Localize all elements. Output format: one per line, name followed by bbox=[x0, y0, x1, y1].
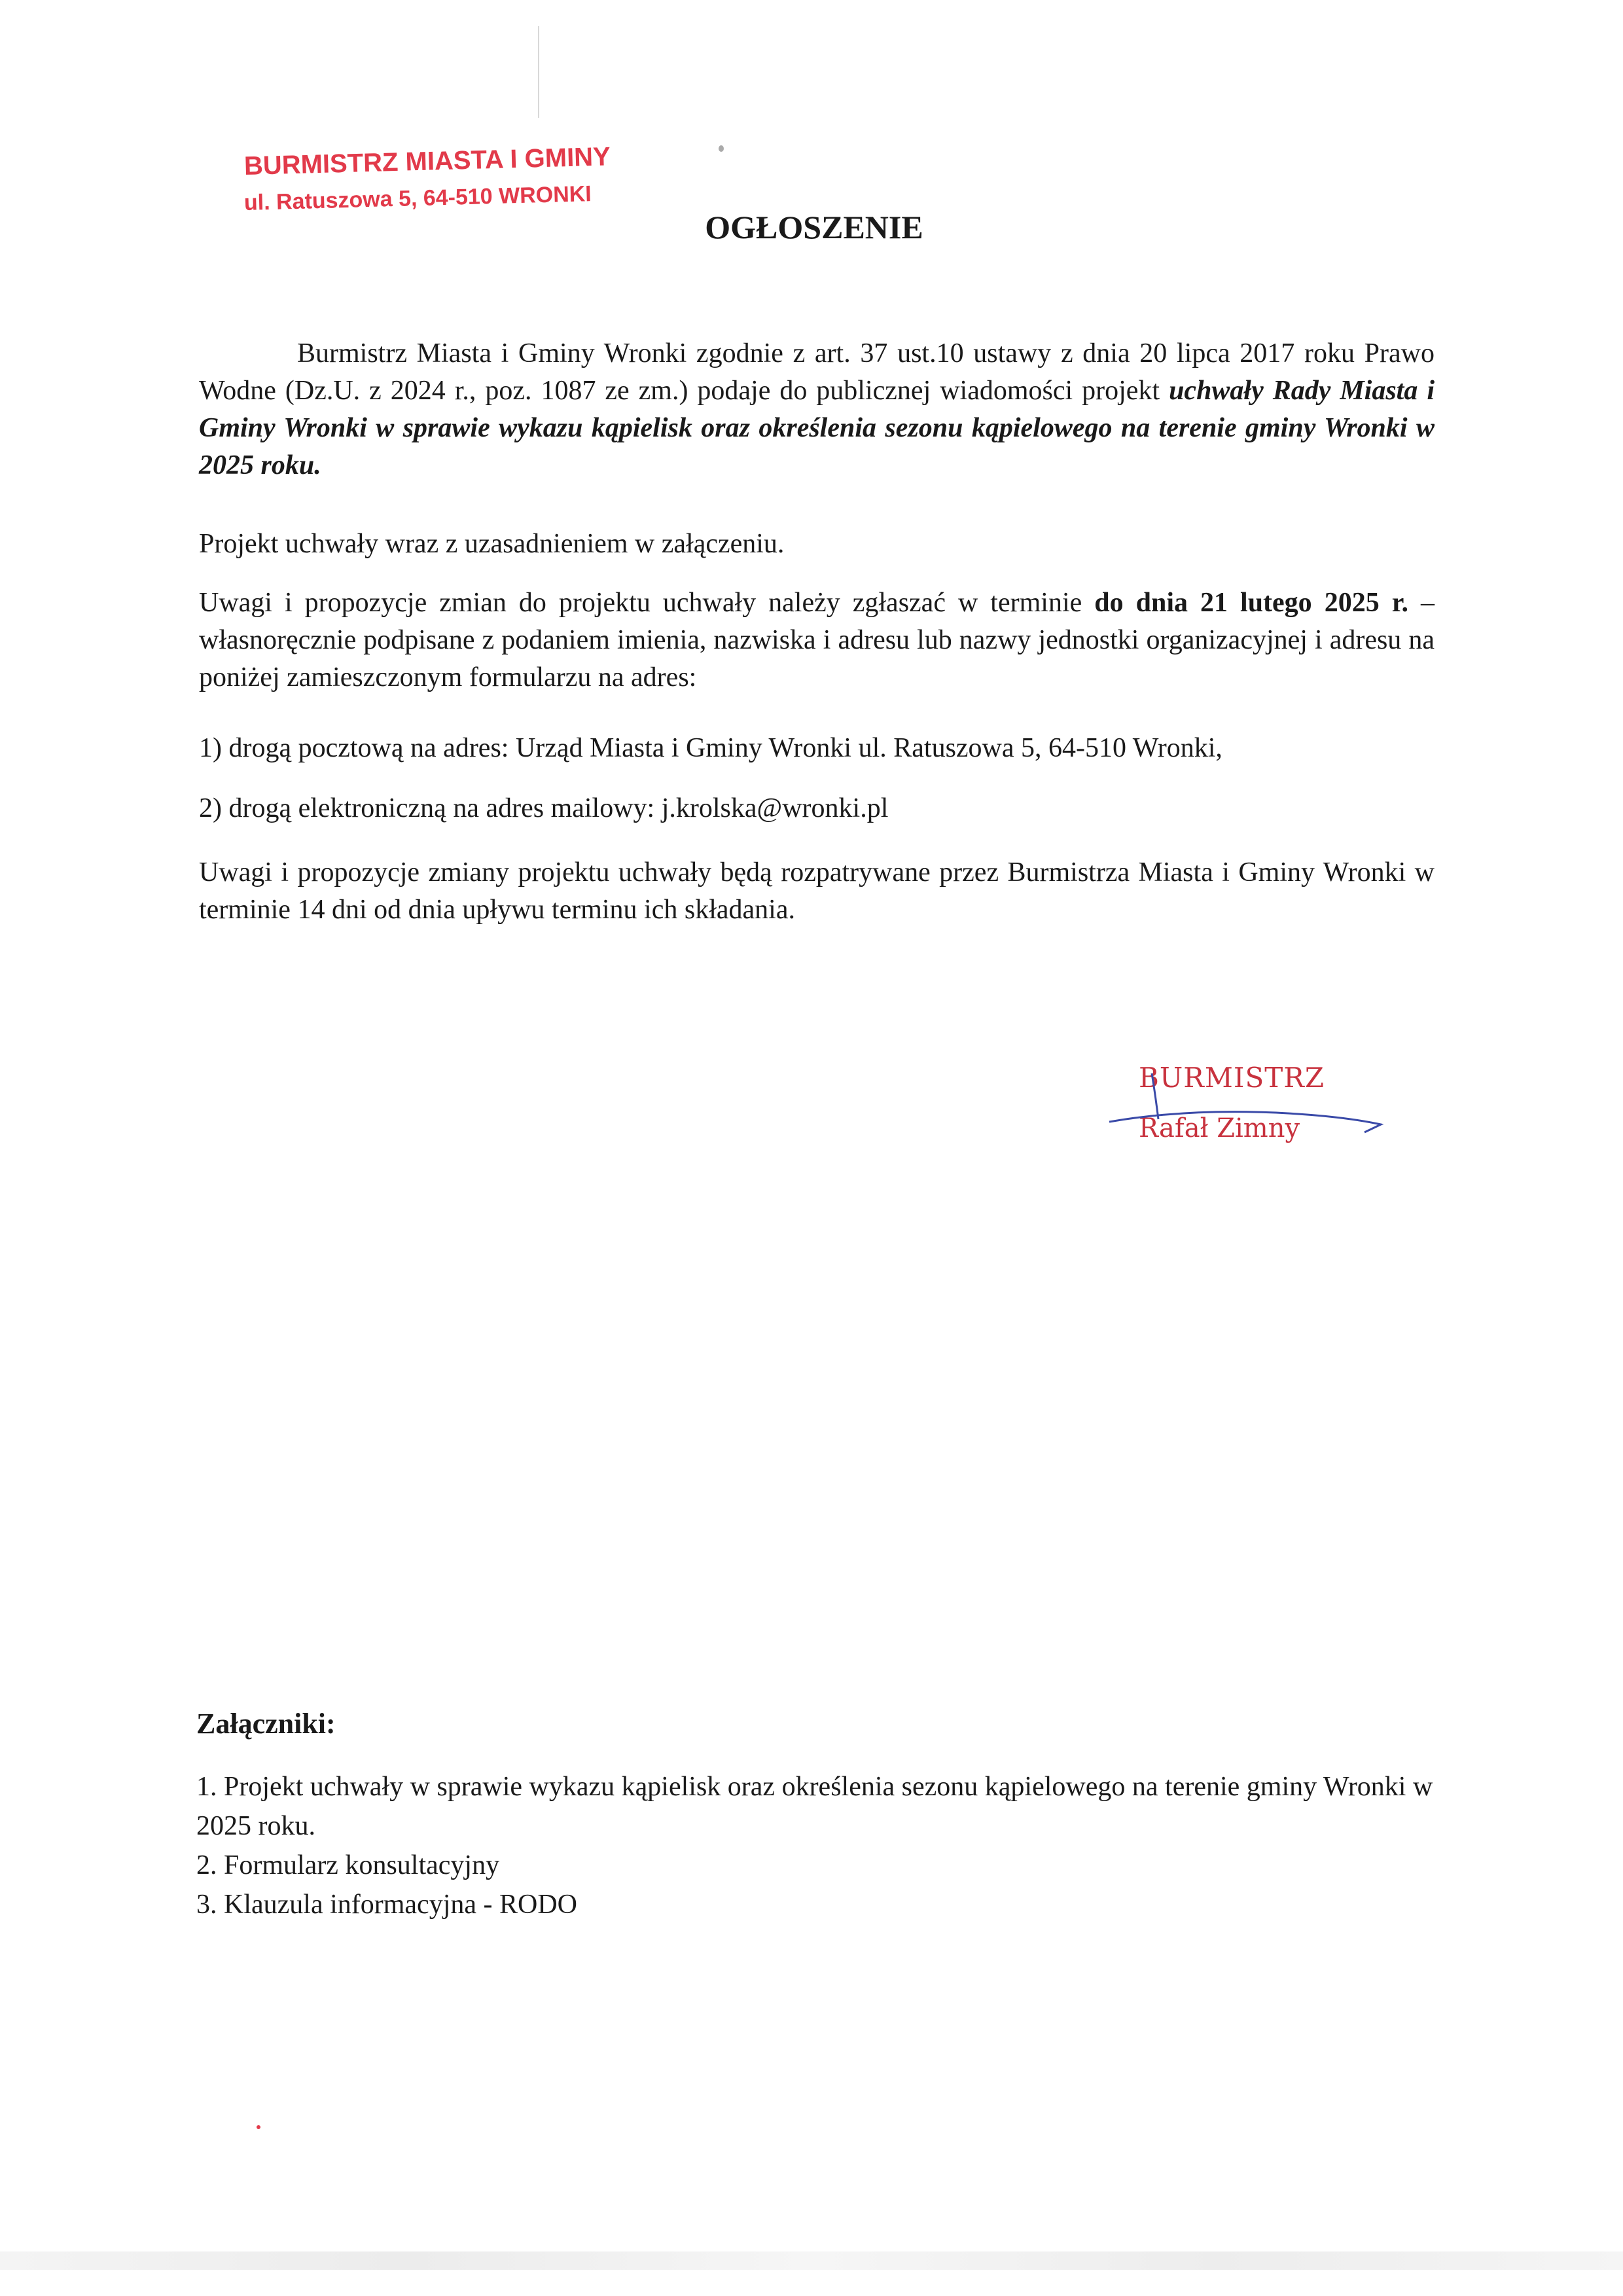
scan-artifact-dot bbox=[257, 2125, 260, 2129]
attachments-heading: Załączniki: bbox=[196, 1708, 336, 1740]
announcement-paragraph bbox=[199, 335, 1435, 484]
paragraph-intro-lead: Burmistrz Miasta i Gminy Wronki zgodnie z art. 37 ust.10 ustawy z dnia 20 lipca 2017 roku Prawo Wodne (Dz.U. z 2024 r., poz. 1087 ze zm.) podaje do publicznej wiadomości projekt bbox=[199, 338, 1435, 406]
handwritten-signature-stroke bbox=[1106, 1067, 1394, 1165]
paragraph-comments-rest: – własnoręcznie podpisane z podaniem imienia, nazwiska i adresu lub nazwy jednostki organizacyjnej i adresu na poniżej zamieszczonym formularzu na adres: bbox=[199, 588, 1435, 692]
email-address-item bbox=[199, 790, 1435, 827]
paragraph-comments bbox=[199, 584, 1435, 696]
paragraph-review: Uwagi i propozycje zmiany projektu uchwały będą rozpatrywane przez Burmistrza Miasta i Gminy Wronki w terminie 14 dni od dnia upływu terminu ich składania. bbox=[199, 857, 1435, 925]
document-title bbox=[0, 208, 1623, 246]
attachment-note bbox=[199, 526, 1435, 563]
paragraph-email: 2) drogą elektroniczną na adres mailowy: j.krolska@wronki.pl bbox=[199, 793, 889, 823]
scan-bottom-edge bbox=[0, 2251, 1623, 2270]
attachment-item: 1. Projekt uchwały w sprawie wykazu kąpielisk oraz określenia sezonu kąpielowego na terenie gminy Wronki w 2025 roku. bbox=[196, 1772, 1433, 1841]
postal-address-item bbox=[199, 730, 1435, 767]
paragraph-attachment-note: Projekt uchwały wraz z uzasadnieniem w załączeniu. bbox=[199, 529, 785, 559]
resolution-title: uchwały Rady Miasta i Gminy Wronki w sprawie wykazu kąpielisk oraz określenia sezonu kąpielowego na terenie gminy Wronki w 2025 roku. bbox=[199, 376, 1435, 480]
stamp-line-2: ul. Ratuszowa 5, 64-510 WRONKI bbox=[243, 181, 592, 215]
paragraph-comments-lead: Uwagi i propozycje zmian do projektu uchwały należy zgłaszać w terminie bbox=[199, 588, 1095, 618]
scan-artifact-dot bbox=[719, 145, 724, 152]
attachments-list bbox=[196, 1767, 1440, 1924]
signature-role: BURMISTRZ bbox=[1139, 1062, 1325, 1094]
review-paragraph bbox=[199, 854, 1435, 929]
attachment-item: 2. Formularz konsultacyjny bbox=[196, 1850, 500, 1880]
comments-paragraph bbox=[199, 584, 1435, 696]
paragraph-intro bbox=[199, 335, 1435, 484]
deadline-date: do dnia 21 lutego 2025 r. bbox=[1094, 588, 1408, 618]
paragraph-postal: 1) drogą pocztową na adres: Urząd Miasta i Gminy Wronki ul. Ratuszowa 5, 64-510 Wronki, bbox=[199, 733, 1222, 763]
stamp-line-1: BURMISTRZ MIASTA I GMINY bbox=[243, 142, 611, 181]
document-title-text: OGŁOSZENIE bbox=[705, 209, 923, 245]
scan-artifact-line bbox=[538, 26, 539, 118]
signature-name: Rafał Zimny bbox=[1139, 1113, 1300, 1143]
official-stamp bbox=[243, 142, 611, 216]
attachment-item: 3. Klauzula informacyjna - RODO bbox=[196, 1890, 577, 1920]
